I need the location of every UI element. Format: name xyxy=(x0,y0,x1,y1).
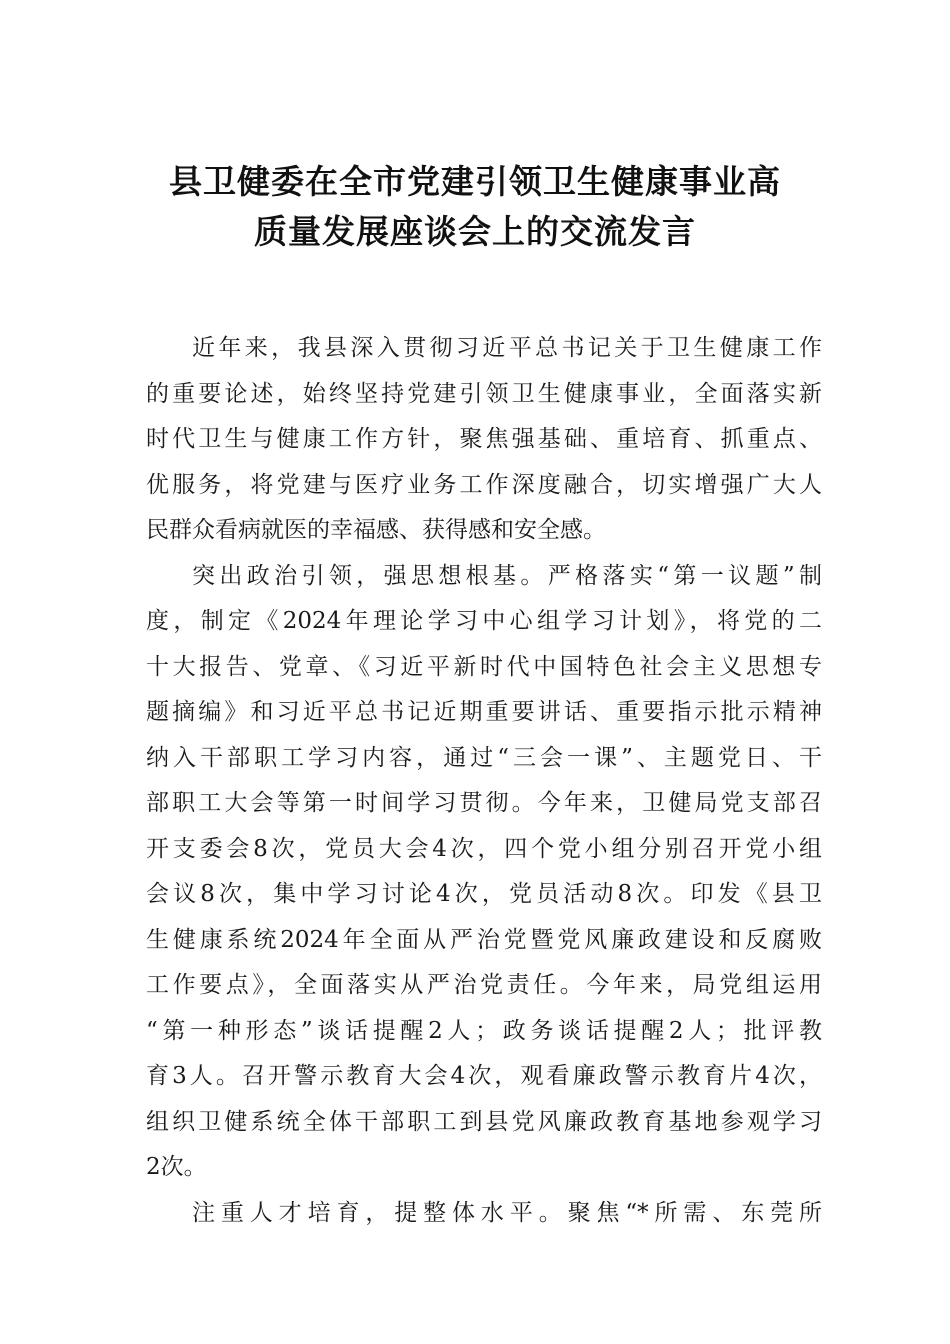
text-line: 民群众看病就医的幸福感、获得感和安全感。 xyxy=(146,517,606,543)
text-line: 育3人。召开警示教育大会4次，观看廉政警示教育片4次， xyxy=(146,1063,822,1089)
document-title-line-2: 质量发展座谈会上的交流发言 xyxy=(254,212,696,251)
text-line: 工作要点》，全面落实从严治党责任。今年来，局党组运用 xyxy=(146,972,822,998)
paragraph-political-leadership xyxy=(146,554,822,1191)
text-line: 会议8次，集中学习讨论4次，党员活动8次。印发《县卫 xyxy=(146,881,822,907)
text-line: 题摘编》和习近平总书记近期重要讲话、重要指示批示精神 xyxy=(146,699,822,725)
text-line: 优服务，将党建与医疗业务工作深度融合，切实增强广大人 xyxy=(146,471,822,498)
paragraph-intro xyxy=(146,326,822,554)
text-line: 2次。 xyxy=(146,1154,207,1180)
text-line: 近年来，我县深入贯彻习近平总书记关于卫生健康工作 xyxy=(192,335,822,361)
text-line: 纳入干部职工学习内容，通过“三会一课”、主题党日、干 xyxy=(146,744,822,771)
document-title-line-1: 县卫健委在全市党建引领卫生健康事业高 xyxy=(169,162,781,201)
text-line: 度，制定《2024年理论学习中心组学习计划》，将党的二 xyxy=(146,608,822,634)
document-body xyxy=(146,326,822,1236)
text-line: 注重人才培育，提整体水平。聚焦“*所需、东莞所 xyxy=(192,1199,822,1226)
text-line: 部职工大会等第一时间学习贯彻。今年来，卫健局党支部召 xyxy=(146,790,822,816)
text-line: 时代卫生与健康工作方针，聚焦强基础、重培育、抓重点、 xyxy=(146,426,822,452)
text-line: 的重要论述，始终坚持党建引领卫生健康事业，全面落实新 xyxy=(146,380,822,407)
text-line: 十大报告、党章、《习近平新时代中国特色社会主义思想专 xyxy=(146,653,822,680)
text-line: 开支委会8次，党员大会4次，四个党小组分别召开党小组 xyxy=(146,835,822,862)
text-line: 突出政治引领，强思想根基。严格落实“第一议题”制 xyxy=(192,562,822,589)
paragraph-talent-cultivation xyxy=(146,1191,822,1237)
text-line: 生健康系统2024年全面从严治党暨党风廉政建设和反腐败 xyxy=(146,926,822,953)
text-line: “第一种形态”谈话提醒2人；政务谈话提醒2人；批评教 xyxy=(146,1017,822,1044)
text-line: 组织卫健系统全体干部职工到县党风廉政教育基地参观学习 xyxy=(146,1108,822,1135)
